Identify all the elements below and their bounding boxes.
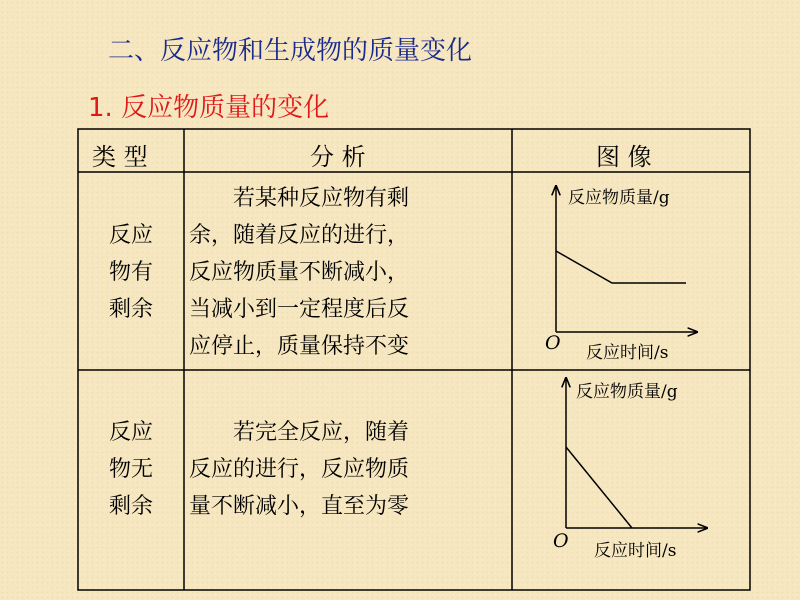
row1-type-line: 剩余	[108, 297, 153, 322]
subsection-heading: 1. 反应物质量的变化	[88, 93, 330, 123]
header-analysis: 分 析	[310, 143, 366, 171]
row2-analysis-line: 若完全反应，随着	[189, 420, 410, 445]
row1-analysis-line: 应停止，质量保持不变	[189, 334, 410, 359]
y-axis-label: 反应物质量/g	[576, 382, 678, 402]
row2-analysis-line: 量不断减小，直至为零	[189, 494, 410, 519]
header-type: 类 型	[92, 143, 148, 171]
row2-type-line: 反应	[108, 420, 153, 445]
row2-analysis-line: 反应的进行，反应物质	[189, 457, 410, 482]
origin-label: O	[545, 332, 561, 354]
row1-analysis-line: 当减小到一定程度后反	[189, 297, 410, 322]
y-axis-label: 反应物质量/g	[568, 188, 670, 208]
origin-label: O	[553, 530, 569, 552]
row1-analysis-line: 若某种反应物有剩	[189, 186, 410, 211]
section-heading: 二、反应物和生成物的质量变化	[108, 36, 473, 66]
row1-analysis-line: 反应物质量不断减小，	[189, 260, 410, 285]
x-axis-label: 反应时间/s	[586, 343, 669, 363]
mass-curve	[566, 447, 632, 528]
row1-type-line: 反应	[108, 223, 153, 248]
row2-type-line: 物无	[108, 457, 153, 482]
row1-type-line: 物有	[108, 260, 153, 285]
row1-analysis-line: 余，随着反应的进行，	[189, 223, 410, 248]
header-graph: 图 像	[596, 143, 652, 171]
x-axis-label: 反应时间/s	[594, 541, 677, 561]
row2-type-line: 剩余	[108, 494, 153, 519]
